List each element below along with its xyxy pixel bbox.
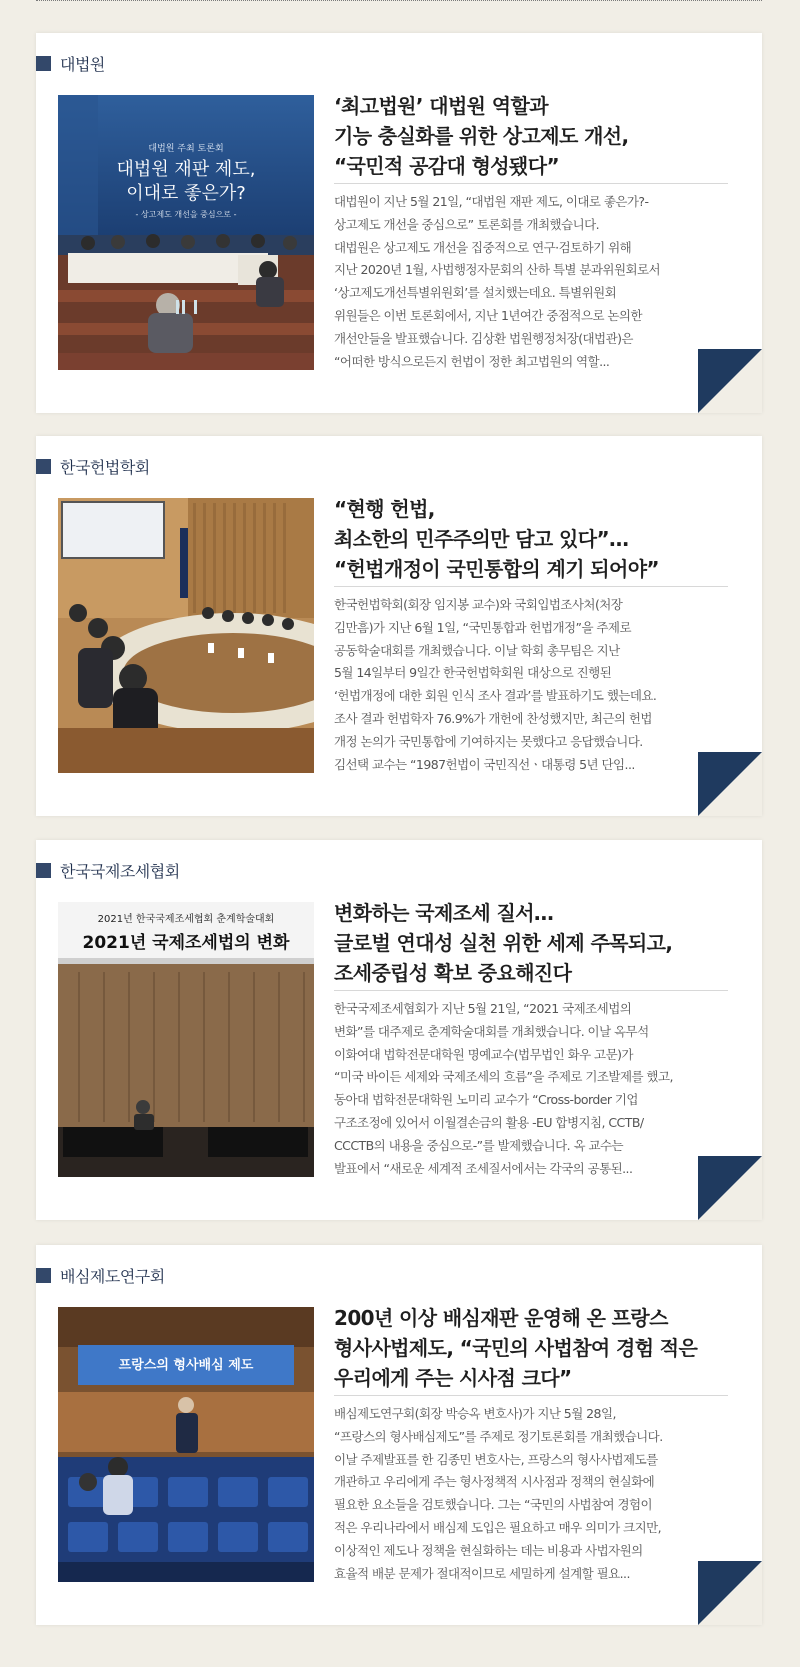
banner-line1: 프랑스의 형사배심 제도 bbox=[118, 1358, 254, 1373]
banner-line2: 2021년 국제조세법의 변화 bbox=[82, 933, 290, 953]
page-corner-fold-icon[interactable] bbox=[698, 1561, 762, 1625]
category-square-icon bbox=[36, 56, 51, 71]
page-corner-fold-icon[interactable] bbox=[698, 349, 762, 413]
category-header bbox=[36, 860, 180, 880]
article-card-constitutional-law[interactable] bbox=[36, 436, 762, 816]
page-corner-fold-icon[interactable] bbox=[698, 752, 762, 816]
article-card-supreme-court[interactable] bbox=[36, 33, 762, 413]
banner-line4: - 상고제도 개선을 중심으로 - bbox=[135, 210, 237, 219]
page-corner-fold-icon[interactable] bbox=[698, 1156, 762, 1220]
article-thumbnail[interactable] bbox=[58, 95, 314, 370]
category-header bbox=[36, 53, 105, 73]
article-thumbnail[interactable] bbox=[58, 902, 314, 1177]
category-square-icon bbox=[36, 863, 51, 878]
article-card-international-tax[interactable] bbox=[36, 840, 762, 1220]
category-square-icon bbox=[36, 1268, 51, 1283]
category-header bbox=[36, 1265, 165, 1285]
article-thumbnail[interactable] bbox=[58, 498, 314, 773]
title-divider bbox=[334, 1395, 728, 1396]
category-label: 대법원 bbox=[60, 54, 105, 74]
article-excerpt: 대법원이 지난 5월 21일, “대법원 재판 제도, 이대로 좋은가?- 상고제도 개선을 중심으로” 토론회를 개최했습니다. 대법원은 상고제도 개선을 집중적으로 연구·검토하기 위해 지난 2020년 1월, 사법행정자문회의 산하 특별 분과위원회로서 ‘상고제도개선특별위원회’를 설치했는데요. 특별위원회 위원들은 이번 토론회에서, 지난 1년여간 중점적으로 논의한 개선안들을 발표했습니다. 김상환 법원행정처장(대법관)은 “어떠한 방식으로든지 헌법이 정한 최고법원의 역할... bbox=[334, 194, 661, 369]
article-title[interactable]: 200년 이상 배심재판 운영해 온 프랑스 형사사법제도, “국민의 사법참여 경험 적은 우리에게 주는 시사점 크다” bbox=[334, 1306, 698, 1390]
banner-line3: 이대로 좋은가? bbox=[126, 183, 246, 204]
title-divider bbox=[334, 586, 728, 587]
title-divider bbox=[334, 990, 728, 991]
article-excerpt: 배심제도연구회(회장 박승옥 변호사)가 지난 5월 28일, “프랑스의 형사배심제도”를 주제로 정기토론회를 개최했습니다. 이날 주제발표를 한 김종민 변호사는, 프랑스의 형사사법제도를 개관하고 우리에게 주는 형사정책적 시사점과 정책의 현실화에 필요한 요소들을 검토했습니다. 그는 “국민의 사법참여 경험이 적은 우리나라에서 배심제 도입은 필요하고 매우 의미가 크지만, 이상적인 제도나 정책을 현실화하는 데는 비용과 사법자원의 효율적 배분 문제가 절대적이므로 세밀하게 설계할 필요... bbox=[334, 1406, 663, 1581]
article-excerpt: 한국헌법학회(회장 임지봉 교수)와 국회입법조사처(처장 김만흠)가 지난 6월 1일, “국민통합과 헌법개정”을 주제로 공동학술대회를 개최했습니다. 이날 학회 총무팀은 지난 5월 14일부터 9일간 한국헌법학회원 대상으로 진행된 ‘헌법개정에 대한 회원 인식 조사 결과’를 발표하기도 했는데요. 조사 결과 헌법학자 76.9%가 개헌에 찬성했지만, 최근의 헌법 개정 논의가 국민통합에 기여하지는 못했다고 응답했습니다. 김선택 교수는 “1987헌법이 국민직선ㆍ대통령 5년 단임... bbox=[334, 597, 657, 772]
category-square-icon bbox=[36, 459, 51, 474]
category-label: 한국헌법학회 bbox=[60, 457, 150, 477]
banner-line1: 2021년 한국국제조세협회 춘계학술대회 bbox=[97, 914, 275, 925]
article-card-jury-system[interactable] bbox=[36, 1245, 762, 1625]
article-excerpt: 한국국제조세협회가 지난 5월 21일, “2021 국제조세법의 변화”를 대주제로 춘계학술대회를 개최했습니다. 이날 옥무석 이화여대 법학전문대학원 명예교수(법무법인 화우 고문)가 “미국 바이든 세제와 국제조세의 흐름”을 주제로 기조발제를 했고, 동아대 법학전문대학원 노미리 교수가 “Cross-border 기업 구조조정에 있어서 이월결손금의 활용 -EU 합병지침, CCTB/ CCCTB의 내용을 중심으로-”를 발제했습니다. 옥 교수는 발표에서 “새로운 세계적 조세질서에서는 각국의 공통된... bbox=[334, 1001, 673, 1176]
article-title[interactable]: 변화하는 국제조세 질서… 글로벌 연대성 실천 위한 세제 주목되고, 조세중립성 확보 중요해진다 bbox=[334, 901, 673, 985]
title-divider bbox=[334, 183, 728, 184]
category-label: 한국국제조세협회 bbox=[60, 861, 180, 881]
banner-line2: 대법원 재판 제도, bbox=[116, 159, 256, 180]
banner-line1: 대법원 주최 토론회 bbox=[148, 144, 224, 154]
article-title[interactable]: ‘최고법원’ 대법원 역할과 기능 충실화를 위한 상고제도 개선, “국민적 공감대 형성됐다” bbox=[334, 94, 629, 178]
article-thumbnail[interactable] bbox=[58, 1307, 314, 1582]
category-header bbox=[36, 456, 150, 476]
category-label: 배심제도연구회 bbox=[60, 1266, 165, 1286]
top-dotted-rule bbox=[36, 0, 762, 2]
article-title[interactable]: “현행 헌법, 최소한의 민주주의만 담고 있다”… “헌법개정이 국민통합의 계기 되어야” bbox=[334, 497, 659, 581]
